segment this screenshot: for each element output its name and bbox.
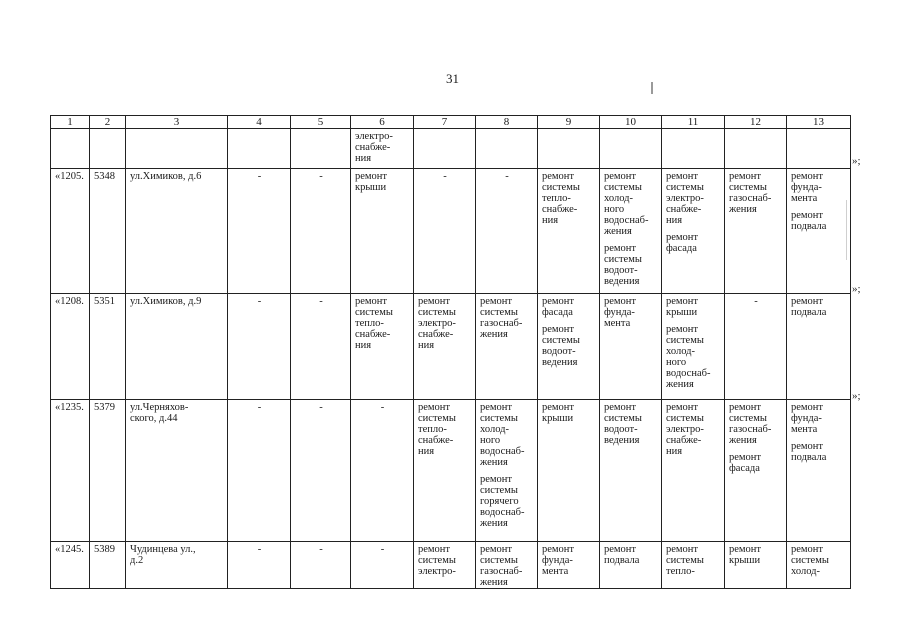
cell-text: «1208.: [55, 296, 84, 307]
table-cell: [725, 400, 787, 542]
cell-text: -: [257, 171, 262, 182]
cell-item: ремонт крыши: [542, 402, 575, 424]
table-row: [51, 169, 851, 294]
table-cell: [90, 294, 126, 400]
cell-item: ремонт подвала: [791, 441, 827, 463]
cell-text: ул.Химиков, д.6: [130, 171, 202, 182]
cell-item: ремонт подвала: [791, 210, 827, 232]
cell-item: ремонт подвала: [604, 544, 640, 566]
cell-item: ремонт фунда- мента: [791, 402, 824, 435]
cell-item: ремонт фасада: [729, 452, 762, 474]
table-cell: [90, 169, 126, 294]
table-cell: [414, 400, 476, 542]
cell-item: ремонт системы тепло- снабже- ния: [355, 296, 393, 351]
table-cell: [662, 129, 725, 169]
cell-text: -: [257, 544, 262, 555]
table-cell: [787, 129, 851, 169]
table-cell: [228, 400, 291, 542]
table-cell: [600, 542, 662, 589]
cell-item: ремонт системы газоснаб- жения: [480, 296, 523, 340]
row-end-mark: »;: [852, 283, 861, 295]
cell-item: ремонт системы электро-: [418, 544, 456, 577]
header-cell: 11: [662, 116, 725, 129]
cell-text: Чудинцева ул., д.2: [130, 544, 196, 566]
table-cell: [600, 169, 662, 294]
cell-item: -: [443, 171, 447, 182]
table-cell: [414, 169, 476, 294]
table-cell: [126, 169, 228, 294]
table-cell: [291, 169, 351, 294]
table-cell: [90, 542, 126, 589]
table-cell: [600, 400, 662, 542]
cell-item: ремонт системы газоснаб- жения: [729, 402, 772, 446]
header-row: [51, 116, 851, 129]
table-cell: [787, 294, 851, 400]
cell-text: 5348: [94, 171, 115, 182]
cell-item: ремонт фунда- мента: [791, 171, 824, 204]
table-cell: [414, 542, 476, 589]
table-cell: [662, 542, 725, 589]
table-cell: [90, 129, 126, 169]
table-cell: [538, 169, 600, 294]
table-cell: [51, 169, 90, 294]
header-cell: 8: [476, 116, 538, 129]
scan-mark: [651, 82, 653, 94]
header-cell: 4: [228, 116, 291, 129]
cell-item: ремонт фасада: [666, 232, 699, 254]
cell-item: ремонт крыши: [729, 544, 762, 566]
cell-text: ул.Черняхов- ского, д.44: [130, 402, 189, 424]
table-cell: [228, 542, 291, 589]
cell-item: -: [754, 296, 758, 307]
cell-item: ремонт системы тепло- снабже- ния: [542, 171, 580, 226]
header-cell: 5: [291, 116, 351, 129]
cell-item: -: [380, 544, 385, 555]
table-cell: [291, 129, 351, 169]
table-cell: [291, 294, 351, 400]
cell-item: ремонт системы электро- снабже- ния: [666, 171, 704, 226]
table-cell: [228, 129, 291, 169]
header-cell: 2: [90, 116, 126, 129]
table-cell: [538, 294, 600, 400]
cell-text: -: [257, 402, 262, 413]
header-cell: 13: [787, 116, 851, 129]
table-cell: [351, 129, 414, 169]
table-cell: [351, 400, 414, 542]
cell-item: ремонт крыши: [666, 296, 699, 318]
cell-text: «1235.: [55, 402, 84, 413]
header-cell: 12: [725, 116, 787, 129]
table-cell: [787, 542, 851, 589]
table-cell: [351, 542, 414, 589]
table-cell: [538, 400, 600, 542]
table-cell: [476, 542, 538, 589]
table-cell: [725, 542, 787, 589]
table-cell: [476, 400, 538, 542]
cell-item: ремонт системы тепло- снабже- ния: [418, 402, 456, 457]
row-end-mark: »;: [852, 390, 861, 402]
header-cell: 1: [51, 116, 90, 129]
table-cell: [476, 169, 538, 294]
cell-item: ремонт фунда- мента: [542, 544, 575, 577]
cell-item: ремонт системы газоснаб- жения: [729, 171, 772, 215]
table-cell: [662, 169, 725, 294]
table-cell: [725, 169, 787, 294]
table-cell: [126, 129, 228, 169]
repair-schedule-table: [50, 115, 851, 589]
cell-item: ремонт системы холод- ного водоснаб- жения: [604, 171, 649, 237]
table-cell: [228, 169, 291, 294]
page-number: 31: [446, 71, 459, 86]
table-cell: [414, 294, 476, 400]
table-row: [51, 400, 851, 542]
header-cell: 3: [126, 116, 228, 129]
header-cell: 7: [414, 116, 476, 129]
row-end-mark: »;: [852, 155, 861, 167]
cell-item: -: [380, 402, 385, 413]
cell-text: 5379: [94, 402, 115, 413]
cell-text: 5389: [94, 544, 115, 555]
table-cell: [662, 294, 725, 400]
table-cell: [538, 129, 600, 169]
cell-item: ремонт фасада: [542, 296, 575, 318]
table-cell: [476, 129, 538, 169]
cell-item: ремонт системы водоот- ведения: [604, 243, 642, 287]
cell-item: ремонт системы электро- снабже- ния: [666, 402, 704, 457]
cell-item: ремонт системы водоот- ведения: [542, 324, 580, 368]
table-cell: [725, 294, 787, 400]
cell-text: -: [319, 402, 323, 413]
cell-item: -: [505, 171, 509, 182]
cell-text: -: [257, 296, 262, 307]
table-cell: [51, 542, 90, 589]
table-cell: [476, 294, 538, 400]
table-cell: [662, 400, 725, 542]
scan-mark: [846, 200, 847, 260]
header-cell: 9: [538, 116, 600, 129]
cell-text: ул.Химиков, д.9: [130, 296, 202, 307]
cell-item: ремонт системы тепло-: [666, 544, 704, 577]
table-cell: [126, 542, 228, 589]
table-cell: [291, 400, 351, 542]
cell-item: ремонт системы водоот- ведения: [604, 402, 642, 446]
cell-item: ремонт крыши: [355, 171, 388, 193]
cell-item: ремонт подвала: [791, 296, 827, 318]
cell-text: электро- снабже- ния: [355, 131, 393, 164]
table-cell: [725, 129, 787, 169]
table-row: [51, 294, 851, 400]
cell-text: 5351: [94, 296, 115, 307]
table-cell: [228, 294, 291, 400]
table-cell: [600, 294, 662, 400]
table-row: [51, 542, 851, 589]
cell-text: «1205.: [55, 171, 84, 182]
table-cell: [90, 400, 126, 542]
cell-item: ремонт системы электро- снабже- ния: [418, 296, 456, 351]
table-cell: [291, 542, 351, 589]
cell-text: -: [319, 544, 323, 555]
table-cell: [787, 400, 851, 542]
cell-item: ремонт системы газоснаб- жения: [480, 544, 523, 588]
table-cell: [126, 400, 228, 542]
cell-text: -: [319, 296, 323, 307]
header-cell: 10: [600, 116, 662, 129]
table-cell: [351, 294, 414, 400]
table-cell: [600, 129, 662, 169]
table-cell: [51, 129, 90, 169]
table-cell: [126, 294, 228, 400]
table-cell: [414, 129, 476, 169]
table-cell: [51, 294, 90, 400]
table-cell: [351, 169, 414, 294]
table-cell: [51, 400, 90, 542]
cell-item: ремонт системы холод- ного водоснаб- жения: [480, 402, 525, 468]
cell-item: ремонт системы холод- ного водоснаб- жения: [666, 324, 711, 390]
table-cell: [787, 169, 851, 294]
cell-item: ремонт системы холод-: [791, 544, 829, 577]
header-cell: 6: [351, 116, 414, 129]
cell-text: -: [319, 171, 323, 182]
continuation-row: [51, 129, 851, 169]
cell-text: «1245.: [55, 544, 84, 555]
cell-item: ремонт системы горячего водоснаб- жения: [480, 474, 525, 529]
table-cell: [538, 542, 600, 589]
cell-item: ремонт фунда- мента: [604, 296, 637, 329]
